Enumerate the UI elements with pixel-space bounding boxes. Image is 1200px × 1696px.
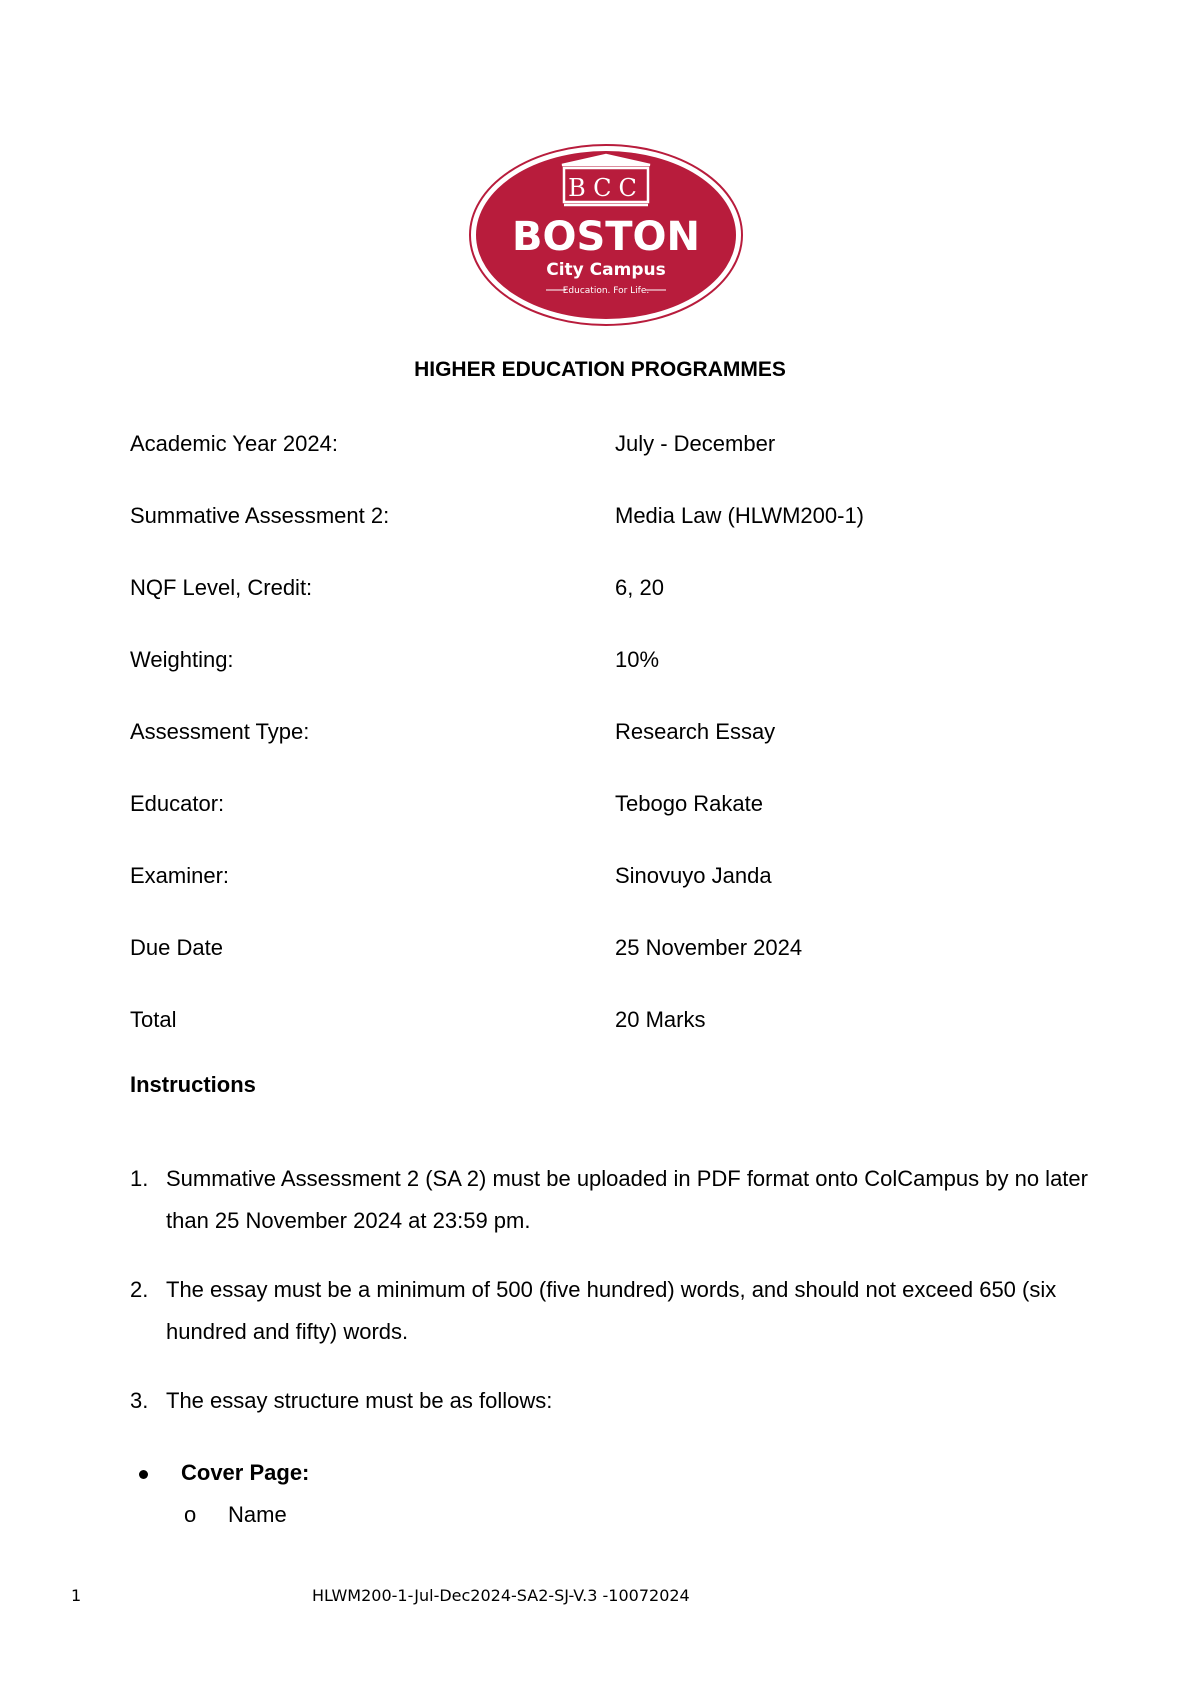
detail-value: July - December [615, 431, 776, 456]
detail-row-examiner [0, 863, 1200, 893]
detail-row-nqf-level [0, 575, 1200, 605]
detail-row-educator [0, 791, 1200, 821]
page-number: 1 [71, 1586, 82, 1605]
detail-value: 25 November 2024 [615, 935, 803, 960]
page-heading: HIGHER EDUCATION PROGRAMMES [414, 358, 786, 381]
detail-row-total [0, 1007, 1200, 1037]
detail-label: Educator: [130, 791, 225, 816]
detail-value: 10% [615, 647, 660, 672]
svg-text:BOSTON: BOSTON [511, 214, 701, 260]
detail-label: NQF Level, Credit: [130, 575, 313, 600]
instruction-text: The essay structure must be as follows: [166, 1388, 553, 1413]
detail-label: Total [130, 1007, 177, 1032]
footer-document-code: HLWM200-1-Jul-Dec2024-SA2-SJ-V.3 -10072024 [312, 1586, 690, 1605]
svg-text:City Campus: City Campus [546, 260, 666, 280]
detail-label: Due Date [130, 935, 223, 960]
detail-value: Media Law (HLWM200-1) [615, 503, 865, 528]
detail-value: Research Essay [615, 719, 776, 744]
detail-row-weighting [0, 647, 1200, 677]
detail-label: Assessment Type: [130, 719, 310, 744]
instruction-number: 2. [130, 1277, 149, 1302]
detail-value: Sinovuyo Janda [615, 863, 772, 888]
detail-row-assessment-type [0, 719, 1200, 749]
boston-city-campus-logo [468, 143, 744, 327]
instructions-title: Instructions [130, 1072, 256, 1097]
detail-row-academic-year [0, 431, 1200, 461]
svg-text:Education. For Life.: Education. For Life. [562, 286, 650, 296]
svg-text:BCC: BCC [568, 174, 644, 202]
detail-value: 6, 20 [615, 575, 664, 600]
detail-label: Summative Assessment 2: [130, 503, 390, 528]
instruction-number: 3. [130, 1388, 149, 1413]
detail-value: Tebogo Rakate [615, 791, 763, 816]
detail-row-due-date [0, 935, 1200, 965]
instruction-text: The essay must be a minimum of 500 (five hundred) words, and should not exceed 650 (six hundred and fifty) words. [166, 1277, 1057, 1344]
instruction-number: 1. [130, 1166, 149, 1191]
detail-label: Weighting: [130, 647, 234, 672]
sub-bullet-marker: o [184, 1502, 197, 1527]
sub-bullet-text: Name [228, 1502, 287, 1527]
bullet-icon [139, 1470, 148, 1479]
detail-row-summative-assessment [0, 503, 1200, 533]
detail-label: Academic Year 2024: [130, 431, 338, 456]
detail-label: Examiner: [130, 863, 230, 888]
bullet-text: Cover Page: [181, 1460, 310, 1485]
instruction-text: Summative Assessment 2 (SA 2) must be uploaded in PDF format onto ColCampus by no later than 25 November 2024 at 23:59 pm. [166, 1166, 1088, 1233]
detail-value: 20 Marks [615, 1007, 706, 1032]
